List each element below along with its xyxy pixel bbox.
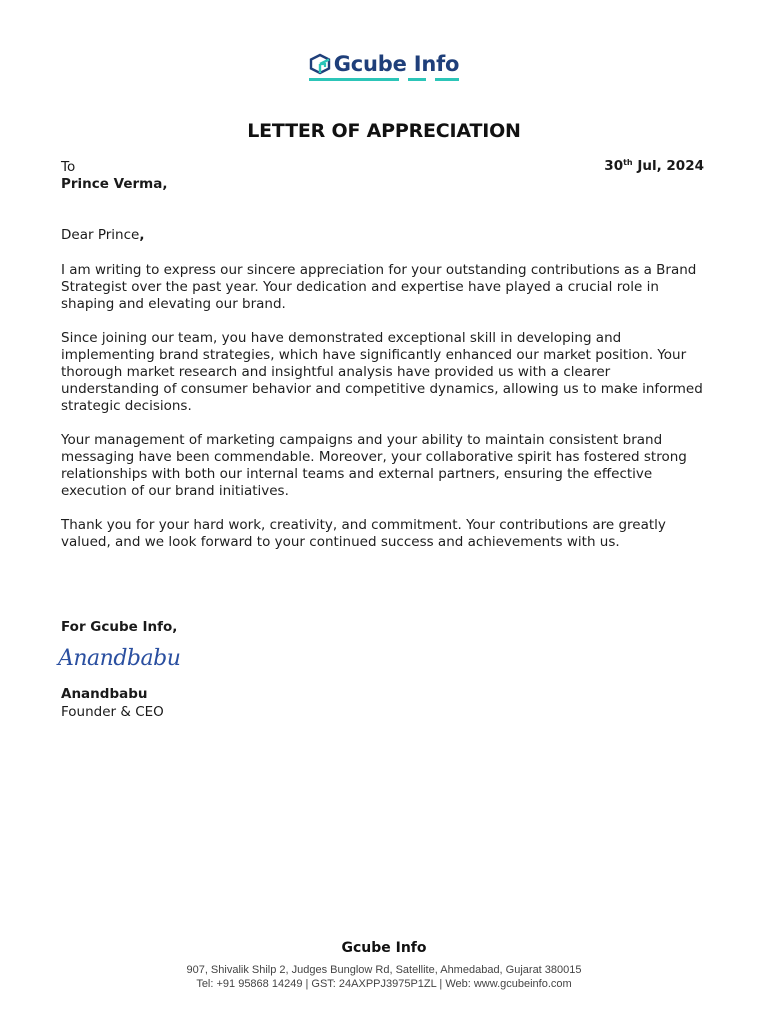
body-paragraph: Your management of marketing campaigns and your ability to maintain consistent brand messaging have been commendable. Moreover, your collaborative spirit has fostered strong relationships with both our internal teams and external partners, ensuring the effective execution of our brand initiatives. [61,432,687,499]
salutation [61,227,144,243]
signature: Anandbabu [58,646,181,671]
closing-line: For Gcube Info, [61,619,178,635]
footer-address: 907, Shivalik Shilp 2, Judges Bunglow Rd, Satellite, Ahmedabad, Gujarat 380015 [186,964,582,976]
company-logo [0,52,768,76]
salutation-comma: , [139,227,145,243]
signer-role: Founder & CEO [61,704,164,720]
salutation-text: Dear Prince [61,227,140,243]
date-month-year: Jul, 2024 [632,158,704,174]
signer-name: Anandbabu [61,686,148,702]
footer-contact: Tel: +91 95868 14249 | GST: 24AXPPJ3975P1ZL | Web: www.gcubeinfo.com [196,978,572,990]
date-suffix: th [623,158,633,167]
recipient-name: Prince Verma, [61,176,168,192]
body-paragraph: Thank you for your hard work, creativity, and commitment. Your contributions are greatly valued, and we look forward to your continued success and achievements with us. [61,517,666,550]
to-label: To [61,159,76,175]
body-paragraph: I am writing to express our sincere appreciation for your outstanding contributions as a Brand Strategist over the past year. Your dedication and expertise have played a crucial role in shaping and elevating our brand. [61,262,697,312]
letter-date [604,158,704,174]
letter-title: LETTER OF APPRECIATION [247,120,521,142]
body-paragraph: Since joining our team, you have demonstrated exceptional skill in developing and implementing brand strategies, which have significantly enhanced our market position. Your thorough market research and insightful analysis have provided us with a clearer understanding of consumer behavior and competitive dynamics, allowing us to make informed strategic decisions. [61,330,703,414]
cube-logo-icon [309,53,331,75]
logo-underline [309,78,460,81]
logo-text: Gcube Info [333,52,460,76]
footer-company-name: Gcube Info [341,940,427,956]
date-day: 30 [604,158,624,174]
